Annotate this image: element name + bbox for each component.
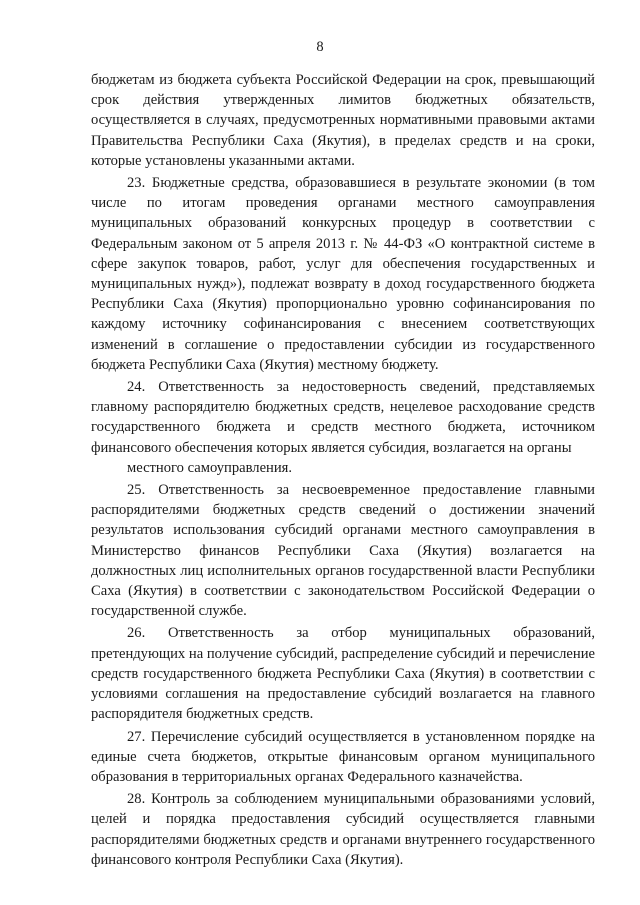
page-number: 8 (316, 39, 324, 55)
document-body (91, 70, 595, 872)
paragraph-item-25: 25. Ответственность за несвоевременное предоставление главными распорядителями бюджетных средств сведений о достижении значений результатов использования субсидий органами местного самоуправления в Министерство финансов Республики Саха (Якутия) возлагается на должностных лиц исполнительных органов государственной власти Республики Саха (Якутия) в соответствии с законодательством Российской Федерации о государственной службе. (91, 482, 595, 620)
paragraph-item-27: 27. Перечисление субсидий осуществляется в установленном порядке на единые счета бюджетов, открытые финансовым органом муниципального образования в территориальных органах Федерального казначейства. (91, 728, 595, 785)
paragraph-item-26: 26. Ответственность за отбор муниципальных образований, претендующих на получение субсидий, распределение субсидий и перечисление средств государственного бюджета Республики Саха (Якутия) в соответствии с условиями соглашения на предоставление субсидий возлагается на главного распорядителя бюджетных средств. (91, 625, 595, 723)
paragraph-item-28: 28. Контроль за соблюдением муниципальными образованиями условий, целей и порядка предоставления субсидий осуществляется главными распорядителями бюджетных средств и органами внутреннего государственного финансового контроля Республики Саха (Якутия). (91, 791, 595, 868)
paragraph-item-23: 23. Бюджетные средства, образовавшиеся в результате экономии (в том числе по итогам проведения органами местного самоуправления муниципальных образований конкурсных процедур в соответствии с Федеральным законом от 5 апреля 2013 г. № 44-ФЗ «О контрактной системе в сфере закупок товаров, работ, услуг для обеспечения государственных и муниципальных нужд»), подлежат возврату в доход государственного бюджета Республики Саха (Якутия) пропорционально уровню софинансирования по каждому источнику софинансирования с внесением соответствующих изменений в соглашение о предоставлении субсидии из государственного бюджета Республики Саха (Якутия) местному бюджету. (91, 175, 595, 373)
paragraph-item-24-tail: местного самоуправления. (127, 459, 293, 476)
paragraph-item-24: 24. Ответственность за недостоверность сведений, представляемых главному распорядителю бюджетных средств, нецелевое расходование средств государственного бюджета и средств местного бюджета, источником финансового обеспечения которых является субсидия, возлагается на органы (91, 379, 595, 456)
paragraph-continuation: бюджетам из бюджета субъекта Российской Федерации на срок, превышающий срок действия утвержденных лимитов бюджетных обязательств, осуществляется в случаях, предусмотренных нормативными правовыми актами Правительства Республики Саха (Якутия), в пределах средств и на сроки, которые установлены указанными актами. (91, 72, 595, 169)
